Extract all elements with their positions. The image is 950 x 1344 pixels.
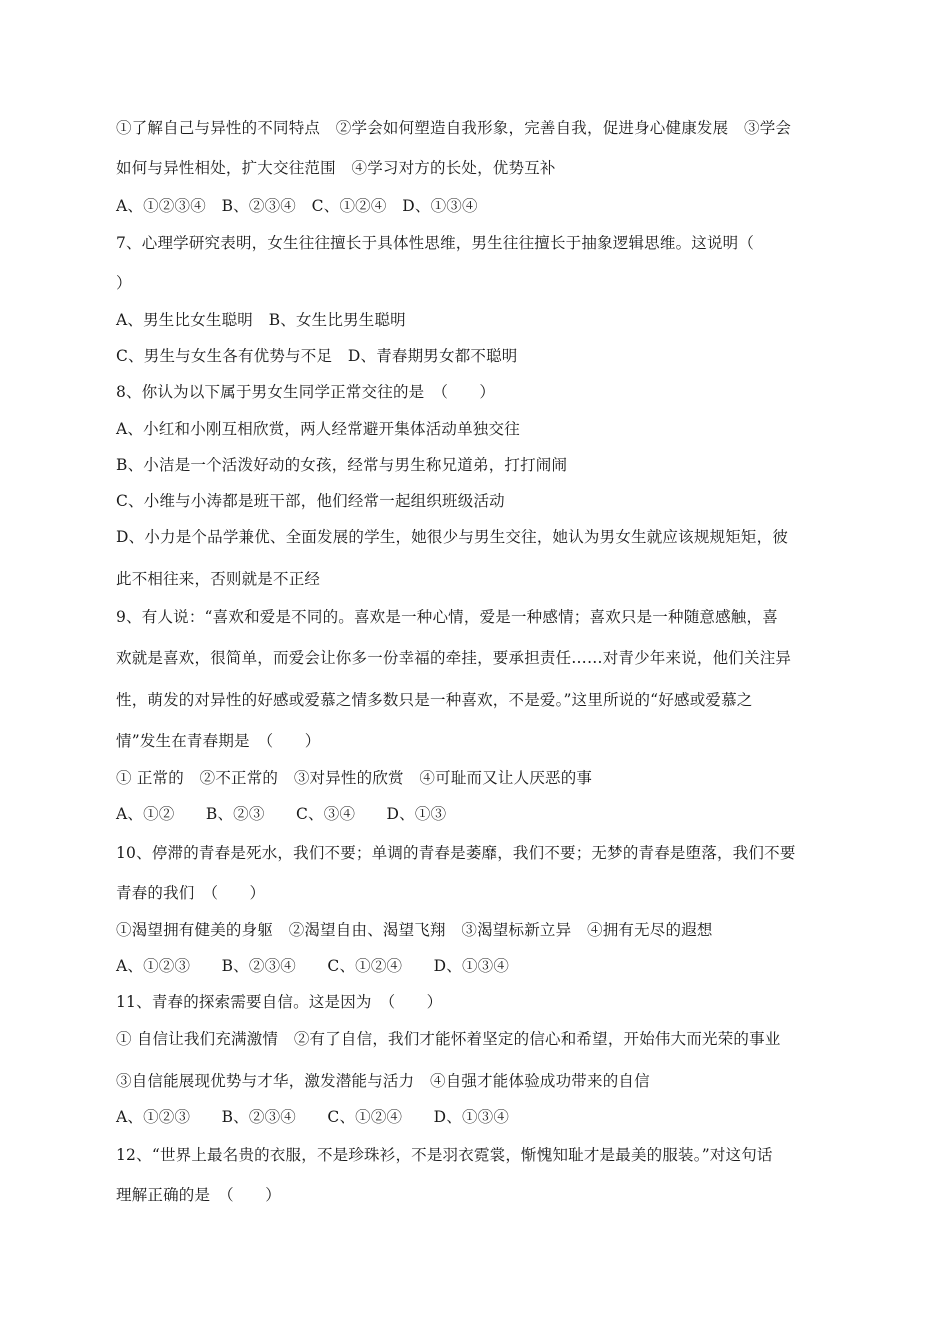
text-line: C、小维与小涛都是班干部，他们经常一起组织班级活动 — [116, 492, 505, 510]
text-line: ① 自信让我们充满激情 ②有了自信，我们才能怀着坚定的信心和希望，开始伟大而光荣的事业 — [116, 1030, 781, 1048]
text-line: ①渴望拥有健美的身躯 ②渴望自由、渴望飞翔 ③渴望标新立异 ④拥有无尽的遐想 — [116, 921, 713, 939]
text-line: 欢就是喜欢，很简单，而爱会让你多一份幸福的牵挂，要承担责任……对青少年来说，他们关注异 — [116, 649, 792, 667]
text-line: A、①②③④ B、②③④ C、①②④ D、①③④ — [116, 197, 478, 215]
text-line: 性，萌发的对异性的好感或爱慕之情多数只是一种喜欢，不是爱。”这里所说的“好感或爱慕之 — [116, 691, 753, 709]
text-line: 8、你认为以下属于男女生同学正常交往的是 （ ） — [116, 383, 496, 401]
text-line: 11、青春的探索需要自信。这是因为 （ ） — [116, 993, 443, 1011]
text-line: ③自信能展现优势与才华，激发潜能与活力 ④自强才能体验成功带来的自信 — [116, 1072, 650, 1090]
text-line: 此不相往来，否则就是不正经 — [116, 570, 321, 588]
text-line: 理解正确的是 （ ） — [116, 1186, 281, 1204]
text-line: A、①②③ B、②③④ C、①②④ D、①③④ — [116, 957, 510, 975]
text-line: ） — [116, 274, 132, 292]
text-line: C、男生与女生各有优势与不足 D、青春期男女都不聪明 — [116, 347, 518, 365]
text-line: A、小红和小刚互相欣赏，两人经常避开集体活动单独交往 — [116, 420, 520, 438]
text-line: B、小洁是一个活泼好动的女孩，经常与男生称兄道弟，打打闹闹 — [116, 456, 568, 474]
text-line: A、男生比女生聪明 B、女生比男生聪明 — [116, 311, 406, 329]
text-line: A、①②③ B、②③④ C、①②④ D、①③④ — [116, 1108, 510, 1126]
text-line: 如何与异性相处，扩大交往范围 ④学习对方的长处，优势互补 — [116, 159, 556, 177]
text-line: 情”发生在青春期是 （ ） — [116, 732, 321, 750]
text-line: A、①② B、②③ C、③④ D、①③ — [116, 805, 447, 823]
text-line: 10、停滞的青春是死水，我们不要；单调的青春是萎靡，我们不要；无梦的青春是堕落，我们不要 — [116, 844, 796, 862]
text-line: 12、“世界上最名贵的衣服，不是珍珠衫，不是羽衣霓裳，惭愧知耻才是最美的服装。”对这句话 — [116, 1146, 773, 1164]
text-line: 青春的我们 （ ） — [116, 884, 266, 902]
text-line: D、小力是个品学兼优、全面发展的学生，她很少与男生交往，她认为男女生就应该规规矩矩，彼 — [116, 528, 789, 546]
text-line: 7、心理学研究表明，女生往往擅长于具体性思维，男生往往擅长于抽象逻辑思维。这说明（ — [116, 234, 755, 252]
text-line: ①了解自己与异性的不同特点 ②学会如何塑造自我形象，完善自我，促进身心健康发展 ③学会 — [116, 119, 792, 137]
text-line: 9、有人说：“喜欢和爱是不同的。喜欢是一种心情，爱是一种感情；喜欢只是一种随意感触，喜 — [116, 608, 778, 626]
text-line: ① 正常的 ②不正常的 ③对异性的欣赏 ④可耻而又让人厌恶的事 — [116, 769, 593, 787]
